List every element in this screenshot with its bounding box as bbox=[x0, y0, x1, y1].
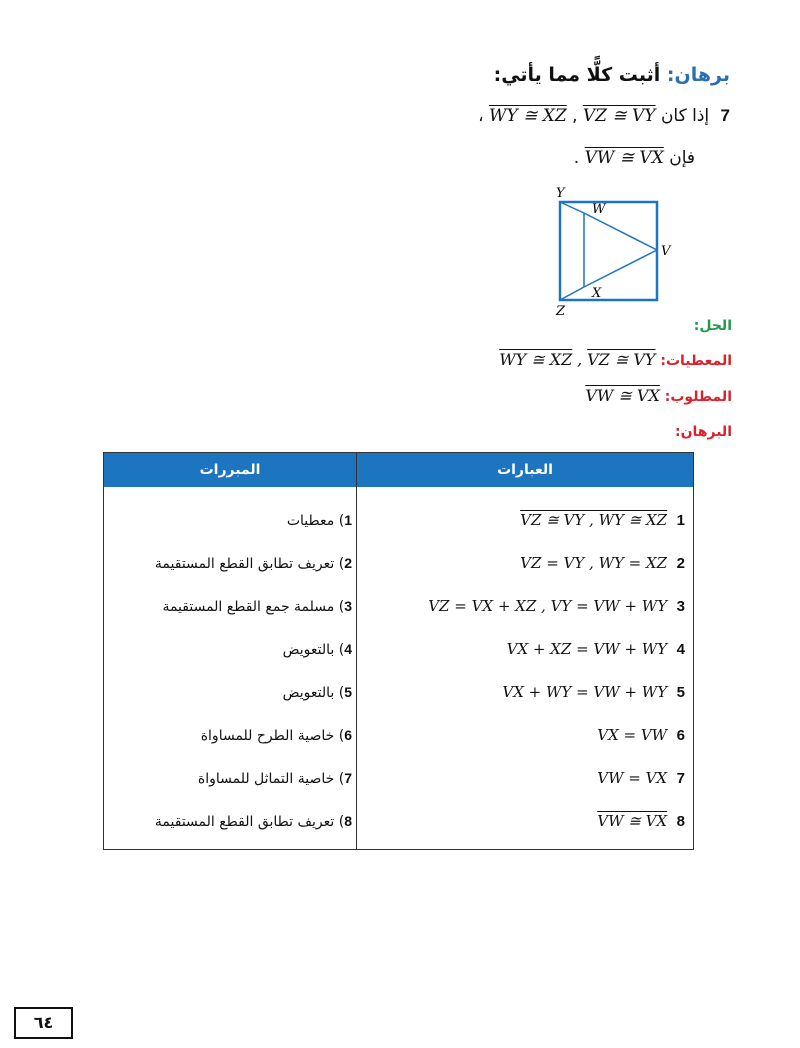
required-math: VW ≅ VX bbox=[585, 386, 660, 405]
table-row-reason: 4) بالتعويض bbox=[282, 641, 352, 658]
table-row-reason: 5) بالتعويض bbox=[282, 684, 352, 701]
table-row-reason: 2) تعريف تطابق القطع المستقيمة bbox=[154, 555, 352, 572]
table-row-reason: 3) مسلمة جمع القطع المستقيمة bbox=[162, 598, 352, 615]
table-row-statement: VX = VW 6 bbox=[597, 726, 685, 744]
question-line-1: 7 إذا كان VZ ≅ VY , WY ≅ XZ ، bbox=[478, 106, 730, 126]
table-header bbox=[104, 453, 693, 487]
header-statements: العبارات bbox=[497, 462, 553, 478]
question-number: 7 bbox=[720, 106, 730, 125]
table-row-statement: VZ ≅ VY , WY ≅ XZ 1 bbox=[520, 511, 685, 529]
given-math-b: WY ≅ XZ bbox=[499, 350, 573, 369]
table-row-reason: 1) معطيات bbox=[286, 512, 352, 529]
heading-text: أثبت كلًّا مما يأتي: bbox=[493, 64, 661, 86]
page-number: ٦٤ bbox=[14, 1007, 73, 1039]
segment-yw bbox=[560, 202, 584, 213]
question-result: VW ≅ VX bbox=[584, 148, 664, 168]
table-row-statement: VW ≅ VX 8 bbox=[597, 812, 685, 830]
square-outline bbox=[560, 202, 657, 300]
header-reasons: المبررات bbox=[199, 462, 261, 478]
table-row-reason: 8) تعريف تطابق القطع المستقيمة bbox=[154, 813, 352, 830]
question-line-2 bbox=[574, 148, 695, 168]
given-b: WY ≅ XZ bbox=[489, 106, 567, 126]
question-if: إذا كان bbox=[660, 106, 710, 126]
question-then: فإن bbox=[669, 148, 695, 168]
column-divider bbox=[356, 453, 357, 849]
label-z: Z bbox=[556, 304, 566, 318]
table-row-statement: VZ = VX + XZ , VY = VW + WY 3 bbox=[428, 597, 685, 615]
table-row-statement: VW = VX 7 bbox=[597, 769, 685, 787]
label-v: V bbox=[661, 244, 671, 259]
table-row-statement: VX + XZ = VW + WY 4 bbox=[506, 640, 685, 658]
segment-wv bbox=[584, 213, 657, 250]
proof-table bbox=[103, 452, 694, 850]
given-line: المعطيات: VZ ≅ VY , WY ≅ XZ bbox=[499, 350, 732, 369]
given-label: المعطيات: bbox=[660, 353, 732, 369]
table-row-reason: 6) خاصية الطرح للمساواة bbox=[200, 727, 352, 744]
solution-title: الحل: bbox=[693, 318, 732, 334]
proof-label-line: البرهان: bbox=[675, 424, 732, 440]
label-y: Y bbox=[556, 186, 565, 201]
segment-zx bbox=[560, 287, 584, 300]
table-row-reason: 7) خاصية التماثل للمساواة bbox=[197, 770, 352, 787]
required-label: المطلوب: bbox=[664, 389, 732, 405]
exercise-heading bbox=[494, 64, 730, 86]
proof-label: برهان: bbox=[666, 64, 730, 86]
required-line bbox=[585, 386, 732, 405]
table-row-statement: VZ = VY , WY = XZ 2 bbox=[520, 554, 685, 572]
label-x: X bbox=[592, 286, 602, 301]
question-sep: ، bbox=[478, 106, 484, 126]
given-a: VZ ≅ VY bbox=[582, 106, 656, 126]
label-w: W bbox=[592, 202, 606, 217]
question-period: . bbox=[573, 148, 580, 168]
geometry-figure bbox=[548, 183, 678, 318]
given-math-a: VZ ≅ VY bbox=[587, 350, 656, 369]
table-row-statement: VX + WY = VW + WY 5 bbox=[502, 683, 685, 701]
segment-xv bbox=[584, 250, 657, 287]
